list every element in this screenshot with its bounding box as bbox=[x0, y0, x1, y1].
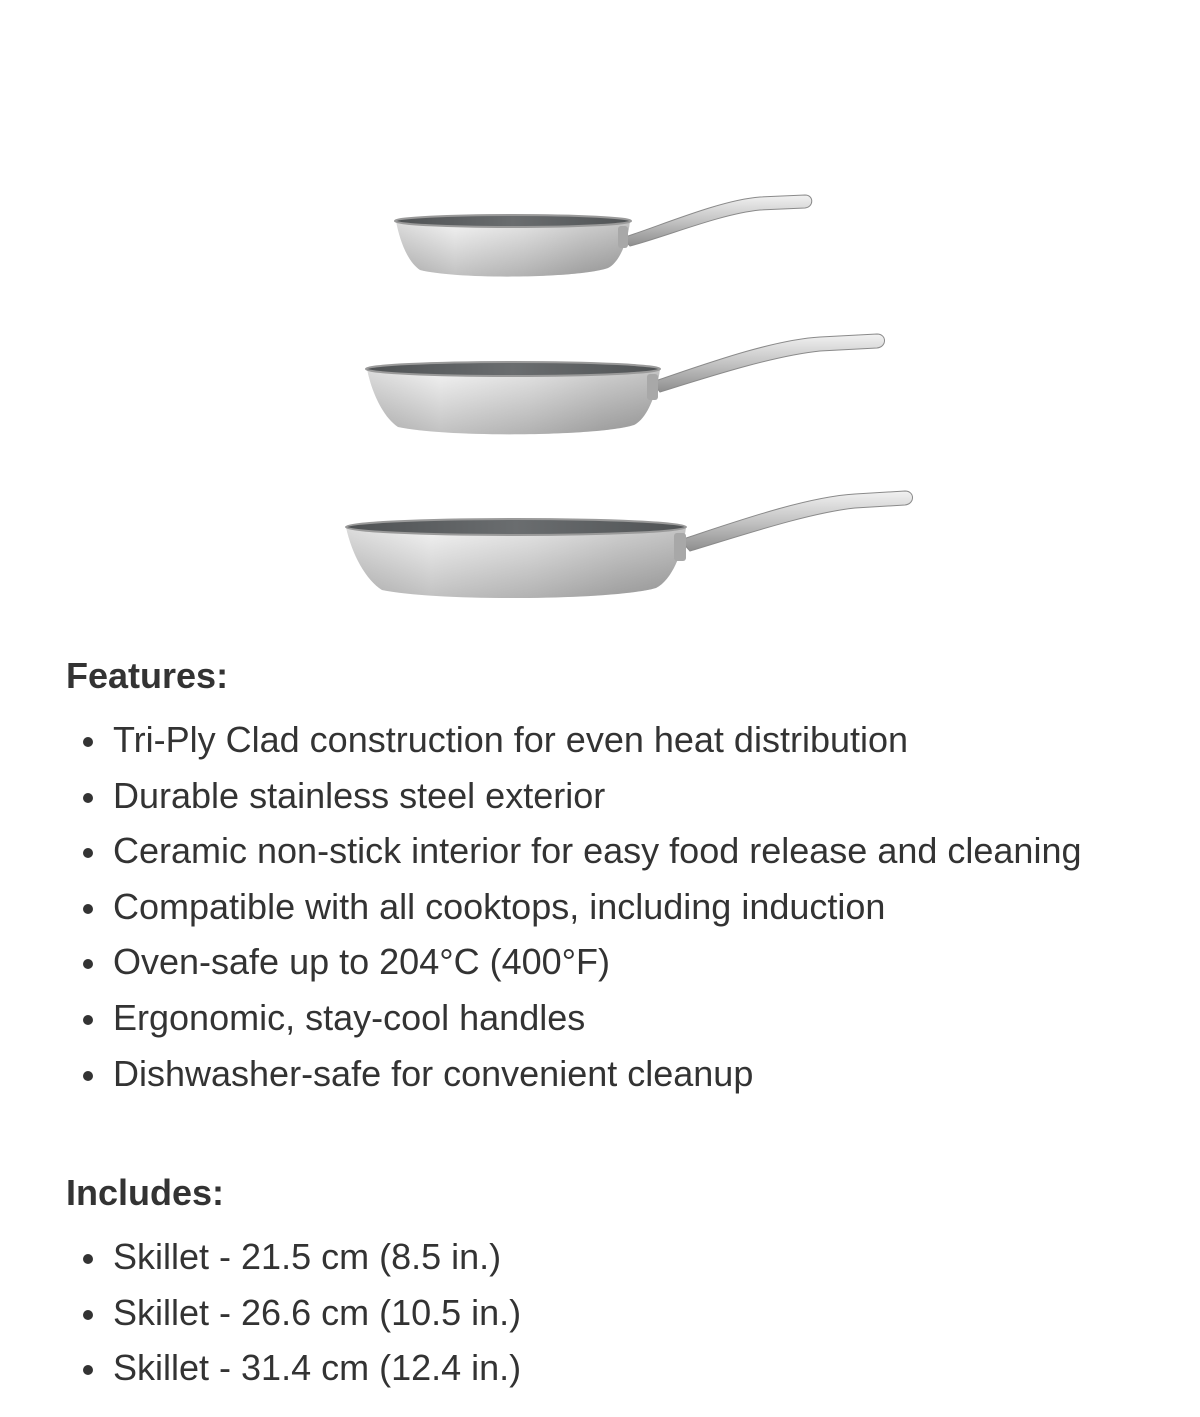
large-skillet-icon bbox=[346, 491, 913, 598]
list-item: Skillet - 21.5 cm (8.5 in.) bbox=[66, 1229, 1186, 1285]
list-item: Skillet - 31.4 cm (12.4 in.) bbox=[66, 1340, 1186, 1396]
list-item: Compatible with all cooktops, including induction bbox=[66, 879, 1186, 935]
includes-title: Includes: bbox=[66, 1172, 225, 1213]
medium-skillet-icon bbox=[366, 334, 885, 434]
list-item: Ergonomic, stay-cool handles bbox=[66, 990, 1186, 1046]
list-item: Tri-Ply Clad construction for even heat distribution bbox=[66, 712, 1186, 768]
includes-list bbox=[66, 1229, 1186, 1396]
list-item: Oven-safe up to 204°C (400°F) bbox=[66, 934, 1186, 990]
skillet-set-image bbox=[0, 0, 1200, 640]
features-list bbox=[66, 712, 1186, 1101]
list-item: Ceramic non-stick interior for easy food release and cleaning bbox=[66, 823, 1186, 879]
list-item: Dishwasher-safe for convenient cleanup bbox=[66, 1046, 1186, 1102]
list-item: Skillet - 26.6 cm (10.5 in.) bbox=[66, 1285, 1186, 1341]
includes-section bbox=[66, 1173, 1186, 1396]
features-section bbox=[66, 656, 1186, 1101]
features-title: Features: bbox=[66, 655, 229, 696]
list-item: Durable stainless steel exterior bbox=[66, 768, 1186, 824]
small-skillet-icon bbox=[395, 195, 812, 277]
